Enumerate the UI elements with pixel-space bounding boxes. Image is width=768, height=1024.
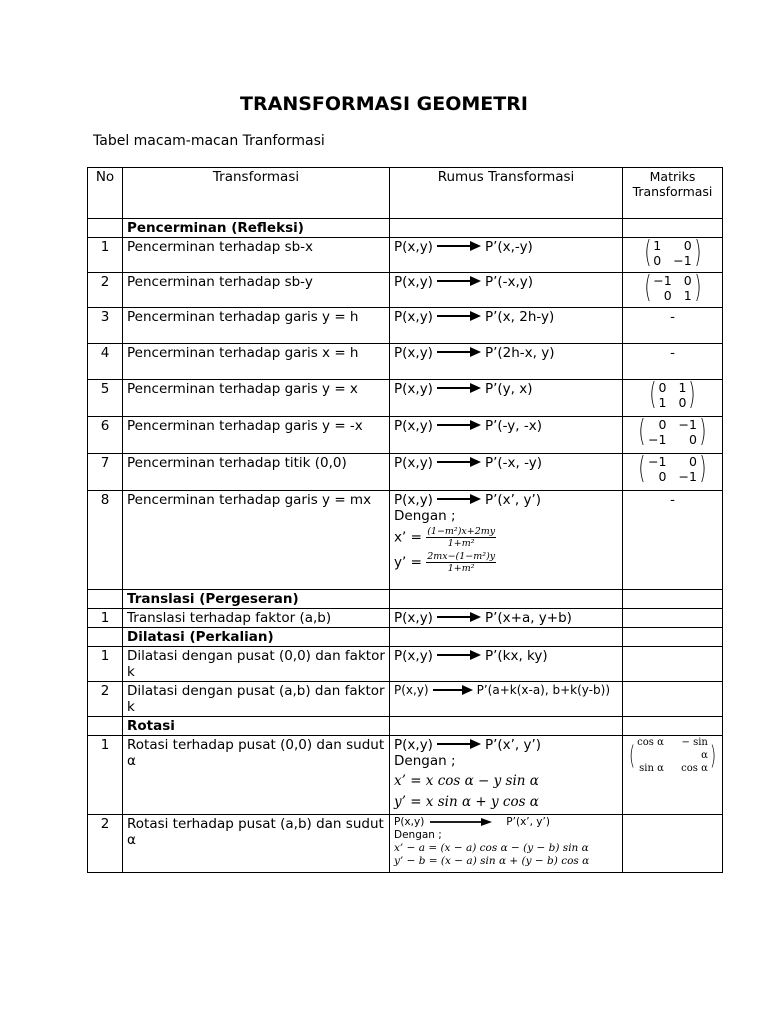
rumus-from: P(x,y) xyxy=(394,418,433,434)
table-header-row xyxy=(88,168,723,219)
rumus-from: P(x,y) xyxy=(394,309,433,325)
row-matrix: - xyxy=(623,491,723,590)
section-row xyxy=(88,628,723,647)
row-rumus xyxy=(390,417,623,454)
row-number: 2 xyxy=(88,273,123,308)
row-matrix xyxy=(623,736,723,815)
section-dilatasi: Dilatasi (Perkalian) xyxy=(123,628,390,647)
row-name: Dilatasi dengan pusat (0,0) dan faktor k xyxy=(123,647,390,682)
rumus-from: P(x,y) xyxy=(394,492,433,508)
matrix: ( 1 0 0 −1 ) xyxy=(643,237,702,270)
table-row xyxy=(88,815,723,873)
row-rumus xyxy=(390,609,623,628)
table-row xyxy=(88,238,723,273)
dengan-label: Dengan ; xyxy=(394,508,456,524)
table-row xyxy=(88,736,723,815)
table-row xyxy=(88,454,723,491)
arrow-right-icon xyxy=(430,818,492,826)
table-caption: Tabel macam-macan Tranformasi xyxy=(93,133,325,149)
row-name: Pencerminan terhadap garis x = h xyxy=(123,344,390,380)
matrix: ( 0 1 1 0 ) xyxy=(649,379,696,412)
row-number: 7 xyxy=(88,454,123,491)
formula-y: y’ − b = (x − a) sin α + (y − b) cos α xyxy=(394,855,590,867)
row-matrix xyxy=(623,454,723,491)
rumus-from: P(x,y) xyxy=(394,816,425,828)
header-matriks: Matriks Transformasi xyxy=(623,168,723,219)
arrow-right-icon xyxy=(437,276,481,286)
row-number: 1 xyxy=(88,647,123,682)
formula-x: x’ = x cos α − y sin α xyxy=(394,773,539,789)
row-number: 1 xyxy=(88,609,123,628)
row-name: Pencerminan terhadap garis y = h xyxy=(123,308,390,344)
rumus-to: P’(-y, -x) xyxy=(484,418,542,434)
row-matrix xyxy=(623,273,723,308)
row-rumus xyxy=(390,454,623,491)
rumus-from: P(x,y) xyxy=(394,737,433,753)
table-row xyxy=(88,344,723,380)
row-number: 6 xyxy=(88,417,123,454)
row-name: Pencerminan terhadap garis y = -x xyxy=(123,417,390,454)
table-row xyxy=(88,682,723,717)
rumus-from: P(x,y) xyxy=(394,239,433,255)
table-row xyxy=(88,609,723,628)
row-matrix xyxy=(623,417,723,454)
arrow-right-icon xyxy=(437,383,481,393)
arrow-right-icon xyxy=(437,241,481,251)
arrow-right-icon xyxy=(437,494,481,504)
row-rumus xyxy=(390,491,623,590)
rumus-to: P’(a+k(x-a), b+k(y-b)) xyxy=(476,683,610,697)
rumus-from: P(x,y) xyxy=(394,381,433,397)
row-name: Pencerminan terhadap sb-y xyxy=(123,273,390,308)
rumus-to: P’(y, x) xyxy=(484,381,533,397)
matrix: ( −1 0 0 −1 ) xyxy=(638,453,707,486)
rumus-to: P’(x, 2h-y) xyxy=(484,309,555,325)
arrow-right-icon xyxy=(437,457,481,467)
rumus-to: P’(-x,y) xyxy=(484,274,534,290)
row-matrix: - xyxy=(623,308,723,344)
arrow-right-icon xyxy=(437,347,481,357)
row-name: Pencerminan terhadap garis y = x xyxy=(123,380,390,417)
row-number: 3 xyxy=(88,308,123,344)
rumus-to: P’(-x, -y) xyxy=(484,455,542,471)
rumus-to: P’(2h-x, y) xyxy=(484,345,555,361)
arrow-right-icon xyxy=(437,311,481,321)
header-rumus: Rumus Transformasi xyxy=(390,168,623,219)
table-row xyxy=(88,647,723,682)
row-name: Pencerminan terhadap sb-x xyxy=(123,238,390,273)
section-row xyxy=(88,717,723,736)
rumus-from: P(x,y) xyxy=(394,274,433,290)
rumus-to: P’(x’, y’) xyxy=(484,737,542,753)
header-transformasi: Transformasi xyxy=(123,168,390,219)
row-rumus xyxy=(390,682,623,717)
formula-y: y’ = x sin α + y cos α xyxy=(394,794,539,810)
matrix: ( cos α − sin α sin α cos α ) xyxy=(629,737,716,774)
row-number: 5 xyxy=(88,380,123,417)
arrow-right-icon xyxy=(437,420,481,430)
rumus-to: P’(x’, y’) xyxy=(506,816,550,828)
page-title: TRANSFORMASI GEOMETRI xyxy=(240,93,528,115)
row-number: 1 xyxy=(88,736,123,815)
section-translasi: Translasi (Pergeseran) xyxy=(123,590,390,609)
row-matrix: - xyxy=(623,344,723,380)
row-matrix xyxy=(623,238,723,273)
formula-y: y’ = $\frac{\text{2mx−(1−m²)y}}{\text{1+m²}}$ xyxy=(394,551,496,574)
table-row xyxy=(88,491,723,590)
header-no: No xyxy=(88,168,123,219)
row-rumus xyxy=(390,344,623,380)
rumus-to: P’(kx, ky) xyxy=(484,648,548,664)
row-rumus xyxy=(390,238,623,273)
arrow-right-icon xyxy=(437,650,481,660)
formula-x: x’ = $\frac{\text{(1−m²)x+2my}}{\text{1+m²}}$ xyxy=(394,526,496,549)
row-name: Translasi terhadap faktor (a,b) xyxy=(123,609,390,628)
table-row xyxy=(88,308,723,344)
row-number: 4 xyxy=(88,344,123,380)
dengan-label: Dengan ; xyxy=(394,753,456,769)
matrix: ( −1 0 0 1 ) xyxy=(643,272,702,305)
matrix: ( 0 −1 −1 0 ) xyxy=(638,416,707,449)
row-name: Rotasi terhadap pusat (a,b) dan sudut α xyxy=(123,815,390,873)
row-number: 2 xyxy=(88,815,123,873)
row-matrix xyxy=(623,380,723,417)
row-name: Rotasi terhadap pusat (0,0) dan sudut α xyxy=(123,736,390,815)
row-number: 1 xyxy=(88,238,123,273)
arrow-right-icon xyxy=(437,612,481,622)
row-number: 8 xyxy=(88,491,123,590)
rumus-from: P(x,y) xyxy=(394,455,433,471)
rumus-to: P’(x,-y) xyxy=(484,239,533,255)
table-row xyxy=(88,417,723,454)
section-rotasi: Rotasi xyxy=(123,717,390,736)
section-refleksi: Pencerminan (Refleksi) xyxy=(123,219,390,238)
row-rumus xyxy=(390,308,623,344)
row-rumus xyxy=(390,647,623,682)
arrow-right-icon xyxy=(433,685,473,695)
row-rumus xyxy=(390,380,623,417)
formula-x: x’ − a = (x − a) cos α − (y − b) sin α xyxy=(394,842,589,854)
rumus-from: P(x,y) xyxy=(394,648,433,664)
table-row xyxy=(88,273,723,308)
row-rumus xyxy=(390,815,623,873)
rumus-to: P’(x+a, y+b) xyxy=(484,610,572,626)
section-row xyxy=(88,590,723,609)
table-row xyxy=(88,380,723,417)
arrow-right-icon xyxy=(437,739,481,749)
rumus-from: P(x,y) xyxy=(394,610,433,626)
transformation-table xyxy=(87,167,723,873)
row-name: Dilatasi dengan pusat (a,b) dan faktor k xyxy=(123,682,390,717)
row-name: Pencerminan terhadap garis y = mx xyxy=(123,491,390,590)
rumus-from: P(x,y) xyxy=(394,683,429,697)
rumus-to: P’(x’, y’) xyxy=(484,492,542,508)
section-row xyxy=(88,219,723,238)
row-rumus xyxy=(390,273,623,308)
dengan-label: Dengan ; xyxy=(394,829,442,841)
row-name: Pencerminan terhadap titik (0,0) xyxy=(123,454,390,491)
row-number: 2 xyxy=(88,682,123,717)
rumus-from: P(x,y) xyxy=(394,345,433,361)
row-rumus xyxy=(390,736,623,815)
